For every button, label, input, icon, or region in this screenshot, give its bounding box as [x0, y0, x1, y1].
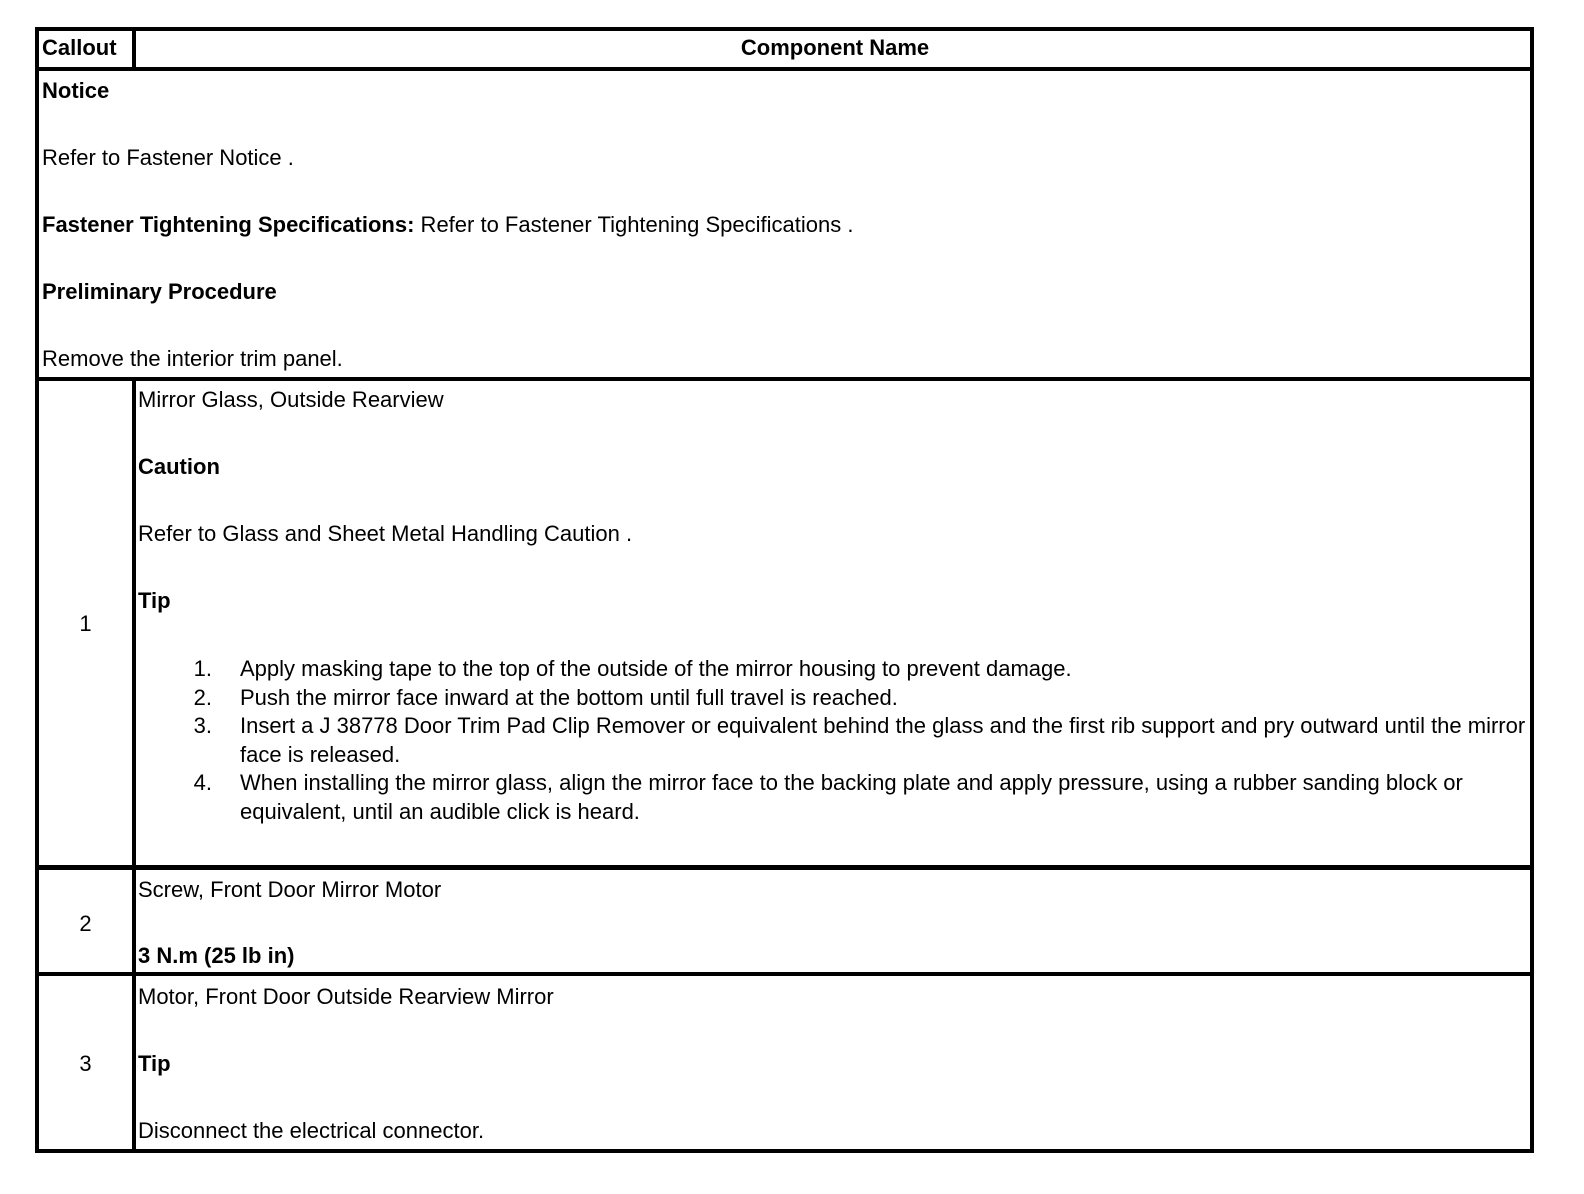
list-item: 1. Apply masking tape to the top of the outside of the mirror housing to prevent damage.: [193, 656, 1072, 681]
header-callout: Callout: [42, 35, 117, 60]
header-divider: [39, 67, 1530, 71]
row2-divider: [39, 972, 1530, 976]
body-column-divider: [132, 377, 136, 1149]
header-component-name: Component Name: [740, 35, 930, 60]
row2-callout: 2: [79, 911, 92, 936]
row1-name: Mirror Glass, Outside Rearview: [138, 387, 444, 412]
row2-torque: 3 N.m (25 lb in): [138, 943, 295, 968]
row1-caution-heading: Caution: [138, 454, 220, 479]
row1-tip-heading: Tip: [138, 588, 171, 613]
row1-caution-text: Refer to Glass and Sheet Metal Handling Caution .: [138, 521, 633, 546]
list-item: 2. Push the mirror face inward at the bottom until full travel is reached.: [193, 684, 898, 710]
row3-tip-text: Disconnect the electrical connector.: [138, 1118, 485, 1143]
row1-callout: 1: [79, 611, 92, 636]
list-item: 4. When installing the mirror glass, align the mirror face to the backing plate and apply pressure, using a rubber sanding block or equivalent, until an audible click is heard.: [193, 770, 1463, 824]
row2-name: Screw, Front Door Mirror Motor: [138, 877, 442, 902]
spec-line: [42, 212, 853, 238]
spec-label: Fastener Tightening Specifications:: [42, 212, 415, 237]
row3-tip-heading: Tip: [138, 1051, 171, 1076]
list-item: 3. Insert a J 38778 Door Trim Pad Clip Remover or equivalent behind the glass and the first rib support and pry outward until the mirror face is released.: [193, 713, 1526, 767]
component-table: [35, 27, 1534, 1153]
row3-name: Motor, Front Door Outside Rearview Mirror: [138, 984, 554, 1009]
notice-text: Refer to Fastener Notice .: [42, 145, 294, 170]
prelim-heading: Preliminary Procedure: [42, 279, 277, 304]
row3-callout: 3: [79, 1051, 92, 1076]
row1-divider: [39, 865, 1530, 870]
prelim-text: Remove the interior trim panel.: [42, 346, 343, 371]
intro-divider: [39, 377, 1530, 381]
spec-text: Refer to Fastener Tightening Specifications .: [414, 212, 854, 237]
notice-heading: Notice: [42, 78, 110, 103]
